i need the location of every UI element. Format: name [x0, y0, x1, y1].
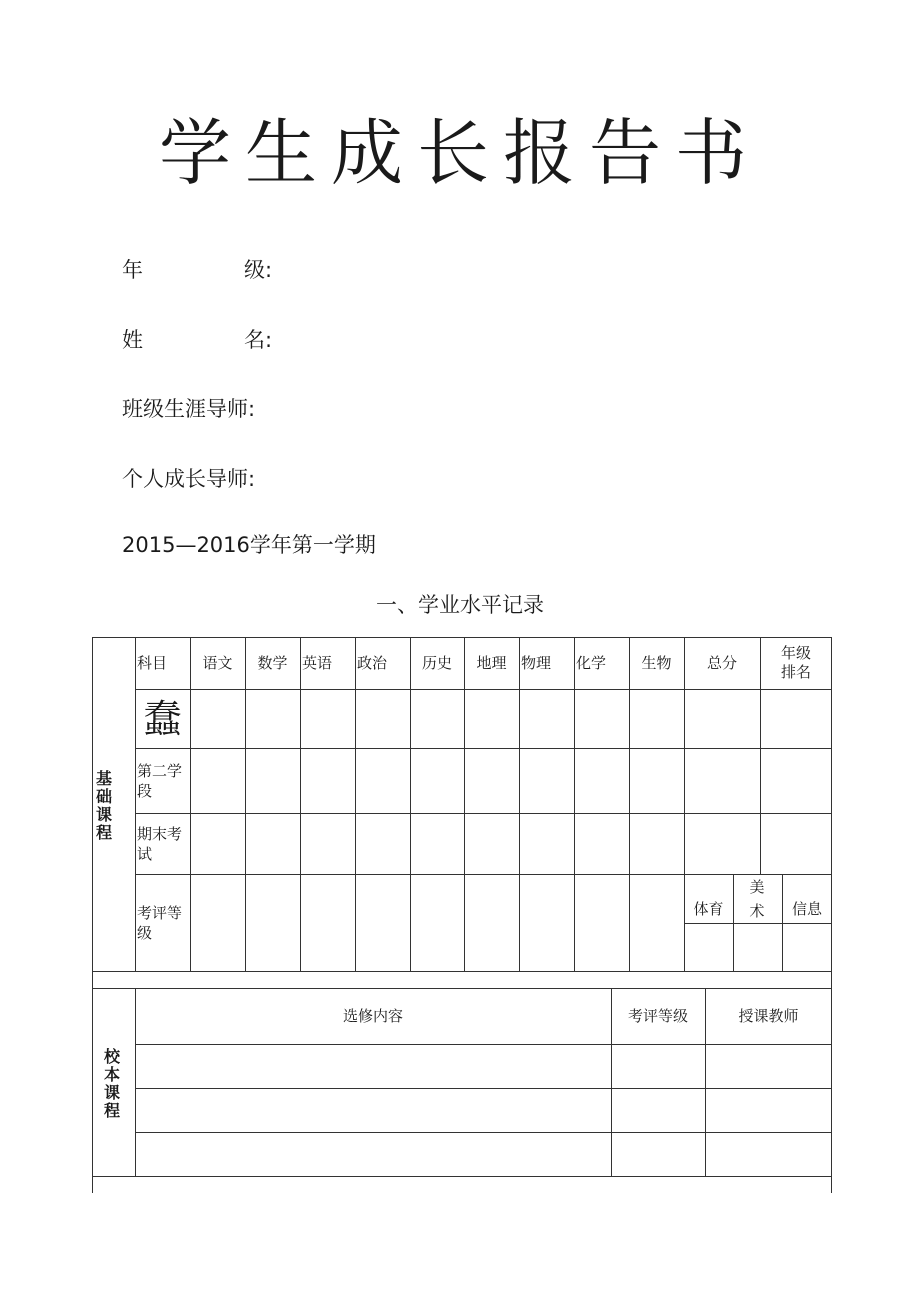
row1-glyph: 蠢 — [143, 696, 182, 741]
header-subject: 科目 — [137, 654, 168, 672]
header-teacher: 授课教师 — [738, 1007, 799, 1025]
basic-courses-label: 基础课程 — [95, 769, 112, 842]
semester-label: 2015—2016学年第一学期 — [122, 533, 376, 557]
class-mentor-field: 班级生涯导师: — [122, 397, 256, 421]
header-math: 数学 — [257, 654, 288, 672]
row-final-exam: 期末考试 — [137, 824, 183, 863]
sub-art: 美术 — [749, 877, 765, 920]
header-chemistry: 化学 — [576, 654, 607, 672]
header-biology: 生物 — [641, 654, 672, 672]
header-chinese: 语文 — [202, 654, 233, 672]
name-label-b: 名: — [244, 328, 273, 352]
section-title-academic: 一、学业水平记录 — [376, 593, 544, 617]
header-physics: 物理 — [521, 654, 552, 672]
grade-label-a: 年 — [122, 258, 143, 282]
page-title: 学生成长报告书 — [158, 111, 761, 195]
name-label-a: 姓 — [122, 328, 143, 352]
sub-it: 信息 — [791, 900, 822, 918]
grade-label-b: 级: — [244, 258, 273, 282]
row-second-phase: 第二学段 — [137, 761, 183, 800]
header-total: 总分 — [706, 654, 737, 672]
header-school-grade: 考评等级 — [627, 1007, 688, 1025]
row-assessment-grade: 考评等级 — [137, 903, 183, 942]
header-politics: 政治 — [357, 654, 388, 672]
growth-mentor-field: 个人成长导师: — [122, 467, 256, 491]
header-geography: 地理 — [476, 654, 507, 672]
header-rank: 年级排名 — [780, 644, 811, 681]
header-elective-content: 选修内容 — [342, 1007, 403, 1025]
sub-pe: 体育 — [693, 900, 724, 918]
header-english: 英语 — [302, 654, 333, 672]
header-history: 历史 — [421, 654, 452, 672]
school-courses-label: 校本课程 — [103, 1047, 120, 1120]
